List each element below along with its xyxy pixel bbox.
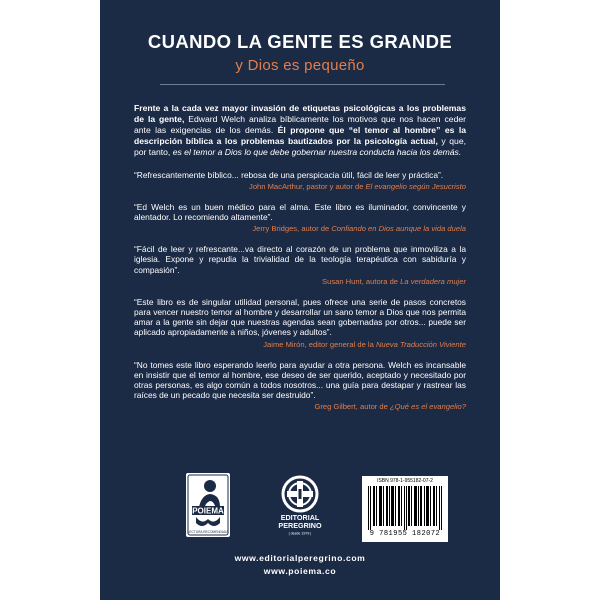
title-divider — [160, 84, 445, 85]
endorsement-author: Jerry Bridges, autor de Confiando en Dios aunque la vida duela — [252, 224, 466, 234]
endorsement-quote: “Refrescantemente bíblico... rebosa de una perspicacia útil, fácil de leer y práctica”. — [134, 169, 444, 180]
isbn-label: ISBN 978-1-955182-07-2 — [377, 478, 433, 484]
peregrino-since: | desde 1979 | — [288, 531, 312, 536]
endorsement-author: Susan Hunt, autora de La verdadera mujer — [322, 276, 466, 286]
poiema-reader-icon — [186, 473, 230, 537]
endorsement-author: Greg Gilbert, autor de ¿Qué es el evangelio? — [314, 402, 466, 412]
back-cover — [100, 0, 500, 600]
book-subtitle: y Dios es pequeño — [235, 57, 365, 74]
book-title: CUANDO LA GENTE ES GRANDE — [147, 31, 453, 52]
endorsement-quote: “Ed Welch es un buen médico para el alma. Este libro es iluminador, convincente y alentador. Lo recomiendo altamente”. — [134, 201, 466, 222]
website-links — [100, 552, 500, 578]
peregrino-line1: EDITORIAL — [280, 513, 320, 522]
poiema-tagline: LECTURA RECOMENDADA — [187, 530, 229, 534]
url-peregrino[interactable]: www.editorialperegrino.com — [234, 553, 366, 563]
endorsement-quote: “Fácil de leer y refrescante...va directo al corazón de un problema que inmoviliza a la iglesia. Expone y repudia la trivialidad de la teología terapéutica con sabiduría y compasión”. — [134, 244, 466, 275]
isbn-digits: 9 781955 182072 — [369, 530, 441, 538]
isbn-barcode — [362, 476, 448, 542]
peregrino-emblem-icon — [271, 474, 329, 538]
url-poiema[interactable]: www.poiema.co — [263, 566, 337, 576]
poiema-logo — [186, 473, 230, 537]
cover-body — [134, 103, 466, 422]
endorsement-author: John MacArthur, pastor y autor de El evangelio según Jesucristo — [249, 181, 466, 191]
intro-paragraph: Frente a la cada vez mayor invasión de etiquetas psicológicas a los problemas de la gente, Edward Welch analiza bíblicamente los motivos que nos hacen ceder ante las exigencias de los demás. Él propone que “el temor al hombre” es la descripción bíblica a los problemas bautizados por la psicología actual, y que, por tanto, es el temor a Dios lo que debe gobernar nuestra conducta hacia los demás. — [134, 103, 466, 157]
poiema-logo-text: POIEMA — [192, 506, 224, 516]
endorsement-quote: “Este libro es de singular utilidad personal, pues ofrece una serie de pasos concretos para vencer nuestro temor al hombre y desarrollar un sano temor a Dios que nos permita amar a la gente sin dejar que nuestras agendas sean gobernadas por otros... puede ser aplicado apropiadamente a niños, jóvenes y adultos”. — [134, 296, 466, 338]
endorsement-author: Jaime Mirón, editor general de la Nueva Traducción Viviente — [263, 339, 466, 349]
barcode-bars — [368, 486, 442, 530]
peregrino-line2: PEREGRINO — [278, 521, 322, 530]
endorsement-quote: “No tomes este libro esperando leerlo para ayudar a otra persona. Welch es incansable en insistir que el temor al hombre, ese deseo de ser querido, aceptado y necesitado por otras personas, es algo común a todos nosotros... una guía para destapar y rastrear las raíces de un pecado que necesita ser destruido”. — [134, 359, 466, 401]
peregrino-logo — [271, 474, 329, 538]
